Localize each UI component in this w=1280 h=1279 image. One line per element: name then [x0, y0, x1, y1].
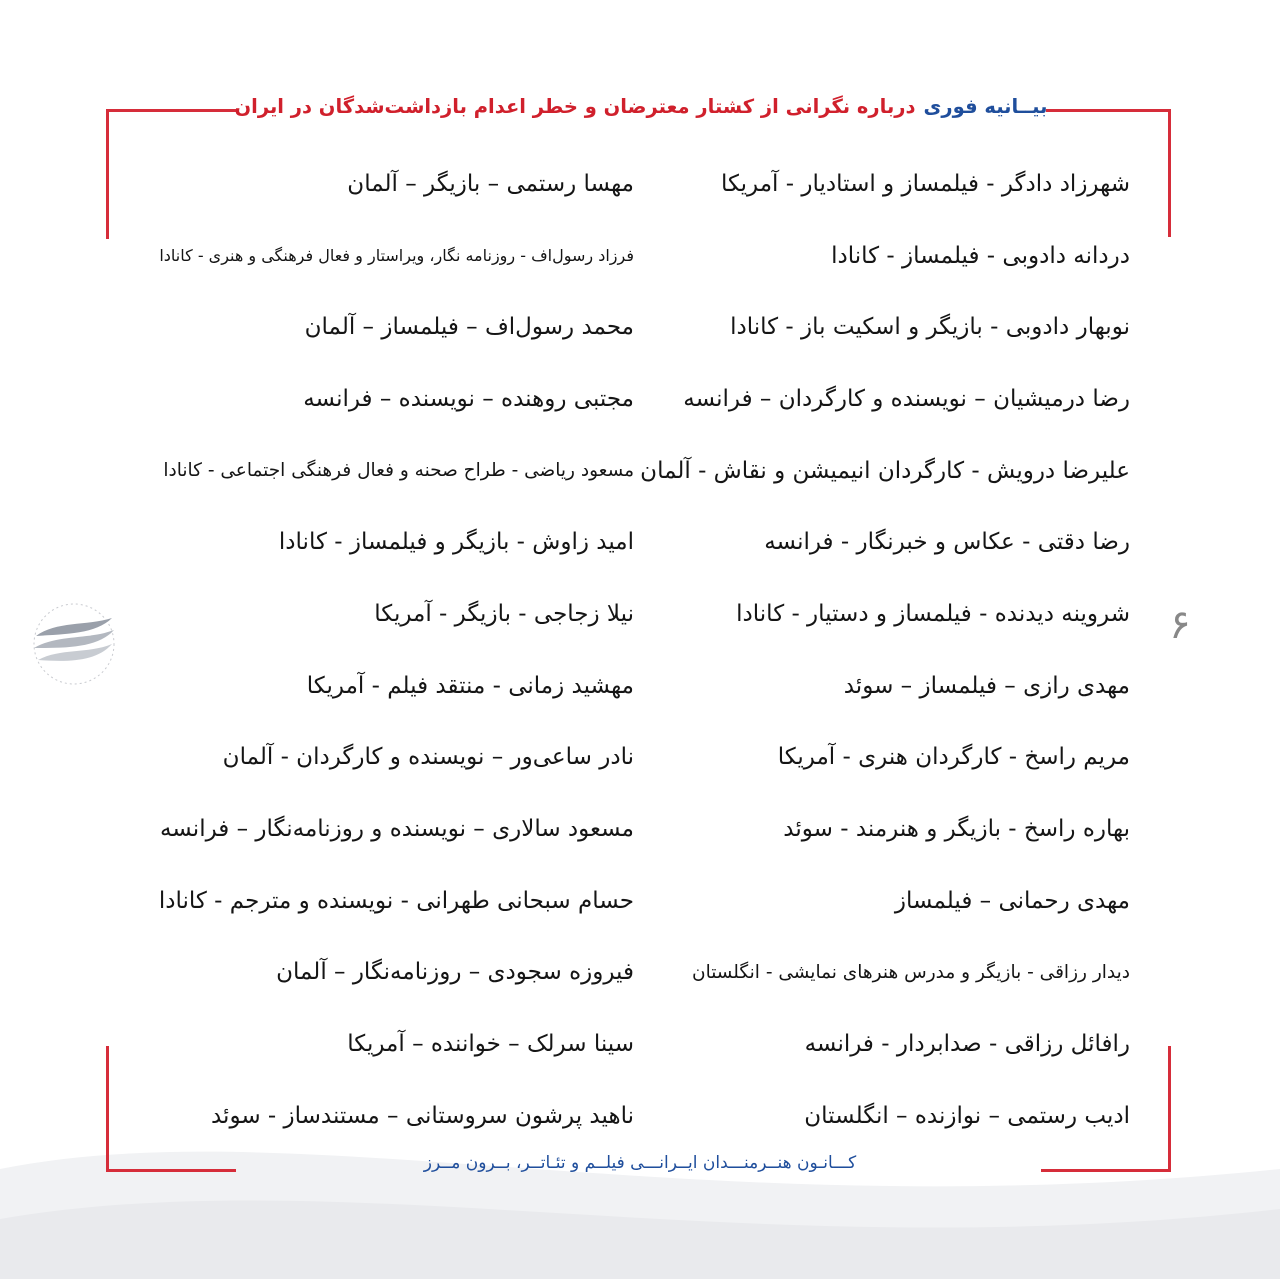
- statement-title: [236, 88, 1046, 124]
- signatory-entry: دردانه دادوبی - فیلمساز - کانادا: [831, 242, 1130, 269]
- signatory-entry: مجتبی روهنده – نویسنده – فرانسه: [303, 385, 634, 412]
- signatory-entry: ناهید پرشون سروستانی – مستندساز - سوئد: [210, 1102, 634, 1129]
- signatory-entry: مهدی رازی – فیلمساز – سوئد: [843, 672, 1130, 699]
- signatory-entry: شهرزاد دادگر - فیلمساز و استادیار - آمریکا: [720, 170, 1130, 197]
- signatory-entry: فرزاد رسول‌اف - روزنامه نگار، ویراستار و فعال فرهنگی و هنری - کانادا: [159, 246, 634, 266]
- signatory-entry: شروینه دیدنده - فیلمساز و دستیار - کانادا: [736, 600, 1130, 627]
- signatory-entry: محمد رسول‌اف – فیلمساز – آلمان: [304, 314, 634, 341]
- signatory-entry: سینا سرلک – خواننده – آمریکا: [347, 1031, 634, 1058]
- frame-top-left: [106, 109, 236, 112]
- signatory-entry: بهاره راسخ - بازیگر و هنرمند - سوئد: [783, 816, 1130, 843]
- frame-bottom-right: [1041, 1169, 1171, 1172]
- signatory-entry: نیلا زجاجی - بازیگر - آمریکا: [374, 600, 634, 627]
- signatory-entry: فیروزه سجودی – روزنامه‌نگار – آلمان: [276, 959, 634, 986]
- frame-right-upper: [1168, 109, 1171, 237]
- signatory-entry: علیرضا درویش - کارگردان انیمیشن و نقاش - آلمان: [640, 457, 1130, 484]
- signatory-entry: دیدار رزاقی - بازیگر و مدرس هنرهای نمایشی - انگلستان: [692, 961, 1130, 983]
- signatory-entry: مهشید زمانی - منتقد فیلم - آمریکا: [306, 672, 634, 699]
- title-lead: بیــانیه فوری: [923, 94, 1048, 118]
- signatories-right-column: [610, 148, 1130, 1152]
- signatory-entry: حسام سبحانی طهرانی - نویسنده و مترجم - کانادا: [158, 887, 634, 914]
- signatory-entry: مهسا رستمی – بازیگر – آلمان: [347, 170, 634, 197]
- association-logo-icon: [26, 596, 122, 692]
- signatory-entry: مسعود ریاضی - طراح صحنه و فعال فرهنگی اجتماعی - کانادا: [163, 460, 634, 482]
- frame-bottom-left: [106, 1169, 236, 1172]
- signatory-entry: مهدی رحمانی – فیلمساز: [894, 887, 1130, 914]
- signatory-entry: ادیب رستمی – نوازنده – انگلستان: [804, 1102, 1130, 1129]
- footer-organization: کـــانـون هنــرمنـــدان ایــرانـــی فیلــم و تئـاتــر، بــرون مــرز: [423, 1153, 857, 1173]
- signatory-entry: نادر ساعی‌ور – نویسنده و کارگردان - آلمان: [222, 744, 634, 771]
- signatory-entry: رافائل رزاقی - صدابردار - فرانسه: [804, 1031, 1130, 1058]
- signatories-left-column: [104, 148, 634, 1152]
- signatory-entry: امید زاوش - بازیگر و فیلمساز - کانادا: [278, 529, 634, 556]
- signatory-entry: رضا درمیشیان – نویسنده و کارگردان – فرانسه: [683, 385, 1130, 412]
- signatory-entry: مسعود سالاری – نویسنده و روزنامه‌نگار – فرانسه: [159, 816, 634, 843]
- signatory-entry: مریم راسخ - کارگردان هنری - آمریکا: [777, 744, 1130, 771]
- frame-right-lower: [1168, 1046, 1171, 1172]
- signatory-entry: رضا دقتی - عکاس و خبرنگار - فرانسه: [764, 529, 1130, 556]
- page-number: ۶: [1169, 602, 1191, 648]
- title-main: درباره نگرانی از کشتار معترضان و خطر اعدام بازداشت‌شدگان در ایران: [234, 94, 916, 118]
- frame-top-right: [1046, 109, 1171, 112]
- signatory-entry: نوبهار دادوبی - بازیگر و اسکیت باز - کانادا: [730, 314, 1130, 341]
